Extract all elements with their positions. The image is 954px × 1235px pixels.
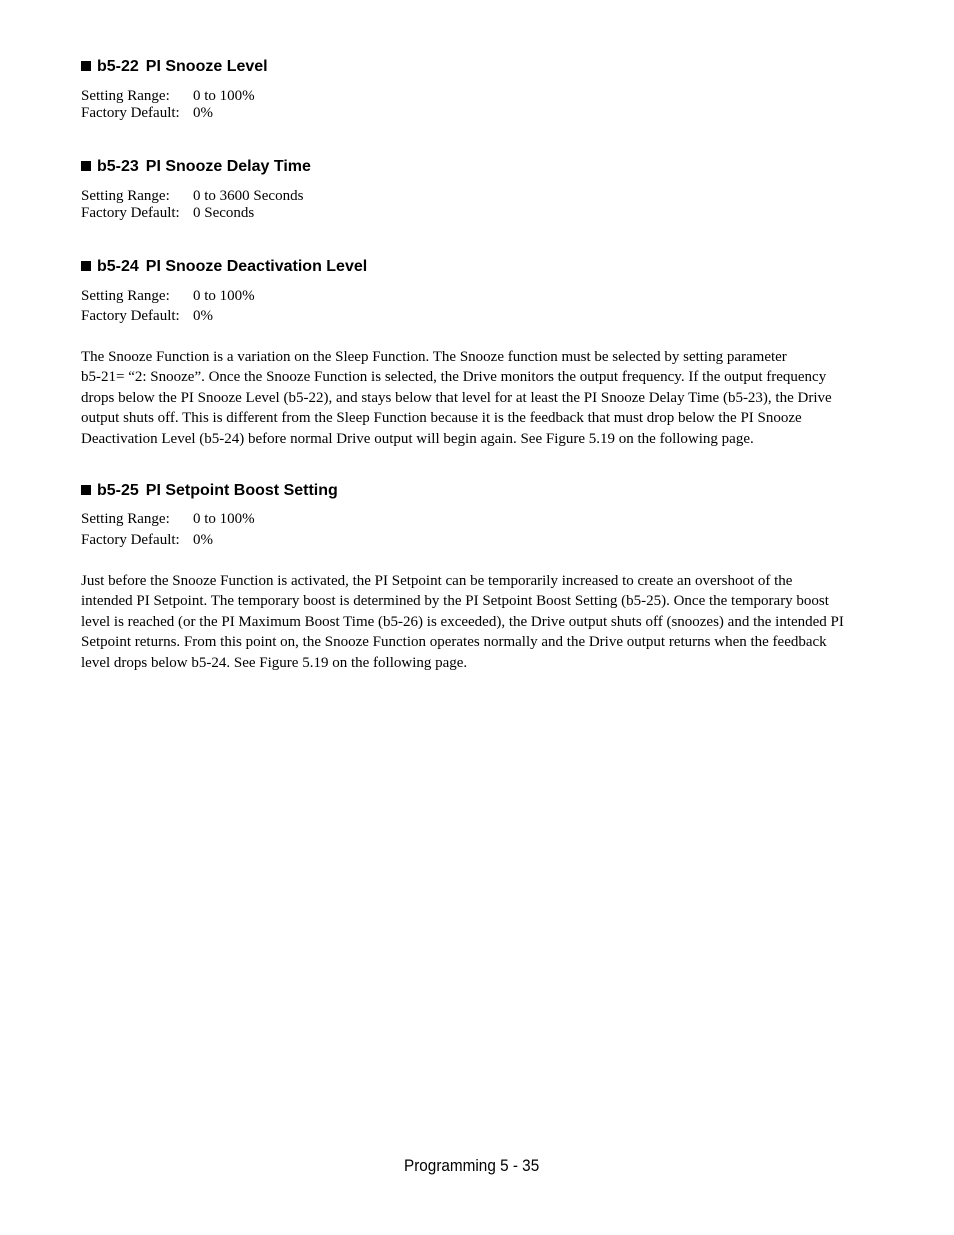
setting-range-b5-22 xyxy=(81,87,255,105)
square-bullet-icon xyxy=(81,485,91,495)
factory-default-b5-24 xyxy=(81,307,213,325)
factory-default-label: Factory Default: xyxy=(81,205,180,221)
param-title: PI Snooze Level xyxy=(145,58,268,75)
heading-b5-25 xyxy=(81,481,338,501)
factory-default-label: Factory Default: xyxy=(81,308,180,324)
setting-range-value: 0 to 100% xyxy=(193,288,255,304)
page-footer: Programming 5 - 35 xyxy=(404,1156,540,1175)
param-code: b5-22 xyxy=(97,58,139,75)
snooze-function-paragraph xyxy=(81,347,871,449)
factory-default-b5-22 xyxy=(81,104,213,122)
setting-range-label: Setting Range: xyxy=(81,288,170,304)
setting-range-b5-24 xyxy=(81,287,255,305)
factory-default-value: 0% xyxy=(193,308,213,324)
paragraph-line: Setpoint returns. From this point on, the Snooze Function operates normally and the Drive output returns when the feedback xyxy=(81,634,827,651)
paragraph-line: The Snooze Function is a variation on the Sleep Function. The Snooze function must be selected by setting parameter xyxy=(81,349,787,365)
factory-default-value: 0 Seconds xyxy=(193,205,255,221)
paragraph-line: level drops below b5-24. See Figure 5.19 on the following page. xyxy=(81,654,468,671)
setting-range-value: 0 to 100% xyxy=(193,88,255,104)
factory-default-value: 0% xyxy=(193,105,213,121)
setting-range-label: Setting Range: xyxy=(81,188,170,204)
paragraph-line: drops below the PI Snooze Level (b5-22), and stays below that level for at least the PI Snooze Delay Time (b5-23), the Drive xyxy=(81,389,832,406)
setting-range-value: 0 to 100% xyxy=(193,511,255,527)
setting-range-label: Setting Range: xyxy=(81,511,170,527)
setting-range-value: 0 to 3600 Seconds xyxy=(193,188,304,204)
paragraph-line: output shuts off. This is different from the Sleep Function because it is the feedback that must drop below the PI Snooze xyxy=(81,410,802,427)
paragraph-line: Deactivation Level (b5-24) before normal Drive output will begin again. See Figure 5.19 on the following page. xyxy=(81,430,754,447)
param-code: b5-25 xyxy=(97,482,139,499)
paragraph-line: b5-21= “2: Snooze”. Once the Snooze Function is selected, the Drive monitors the output frequency. If the output frequency xyxy=(81,369,827,386)
factory-default-value: 0% xyxy=(193,532,213,548)
heading-b5-24 xyxy=(81,257,367,277)
param-title: PI Snooze Deactivation Level xyxy=(145,258,368,275)
param-title: PI Snooze Delay Time xyxy=(145,158,311,175)
factory-default-label: Factory Default: xyxy=(81,105,180,121)
paragraph-line: level is reached (or the PI Maximum Boost Time (b5-26) is exceeded), the Drive output shuts off (snoozes) and the intended PI xyxy=(81,613,844,630)
paragraph-line: intended PI Setpoint. The temporary boost is determined by the PI Setpoint Boost Setting (b5-25). Once the temporary boost xyxy=(81,593,829,610)
param-title: PI Setpoint Boost Setting xyxy=(145,482,338,499)
factory-default-b5-23 xyxy=(81,204,254,222)
setting-range-b5-25 xyxy=(81,510,255,528)
setting-range-label: Setting Range: xyxy=(81,88,170,104)
square-bullet-icon xyxy=(81,161,91,171)
square-bullet-icon xyxy=(81,261,91,271)
param-code: b5-24 xyxy=(97,258,139,275)
heading-b5-22 xyxy=(81,57,268,77)
setpoint-boost-paragraph xyxy=(81,571,871,673)
param-code: b5-23 xyxy=(97,158,139,175)
factory-default-label: Factory Default: xyxy=(81,532,180,548)
factory-default-b5-25 xyxy=(81,531,213,549)
paragraph-line: Just before the Snooze Function is activated, the PI Setpoint can be temporarily increased to create an overshoot of the xyxy=(81,573,793,589)
square-bullet-icon xyxy=(81,61,91,71)
setting-range-b5-23 xyxy=(81,187,303,205)
heading-b5-23 xyxy=(81,157,311,177)
